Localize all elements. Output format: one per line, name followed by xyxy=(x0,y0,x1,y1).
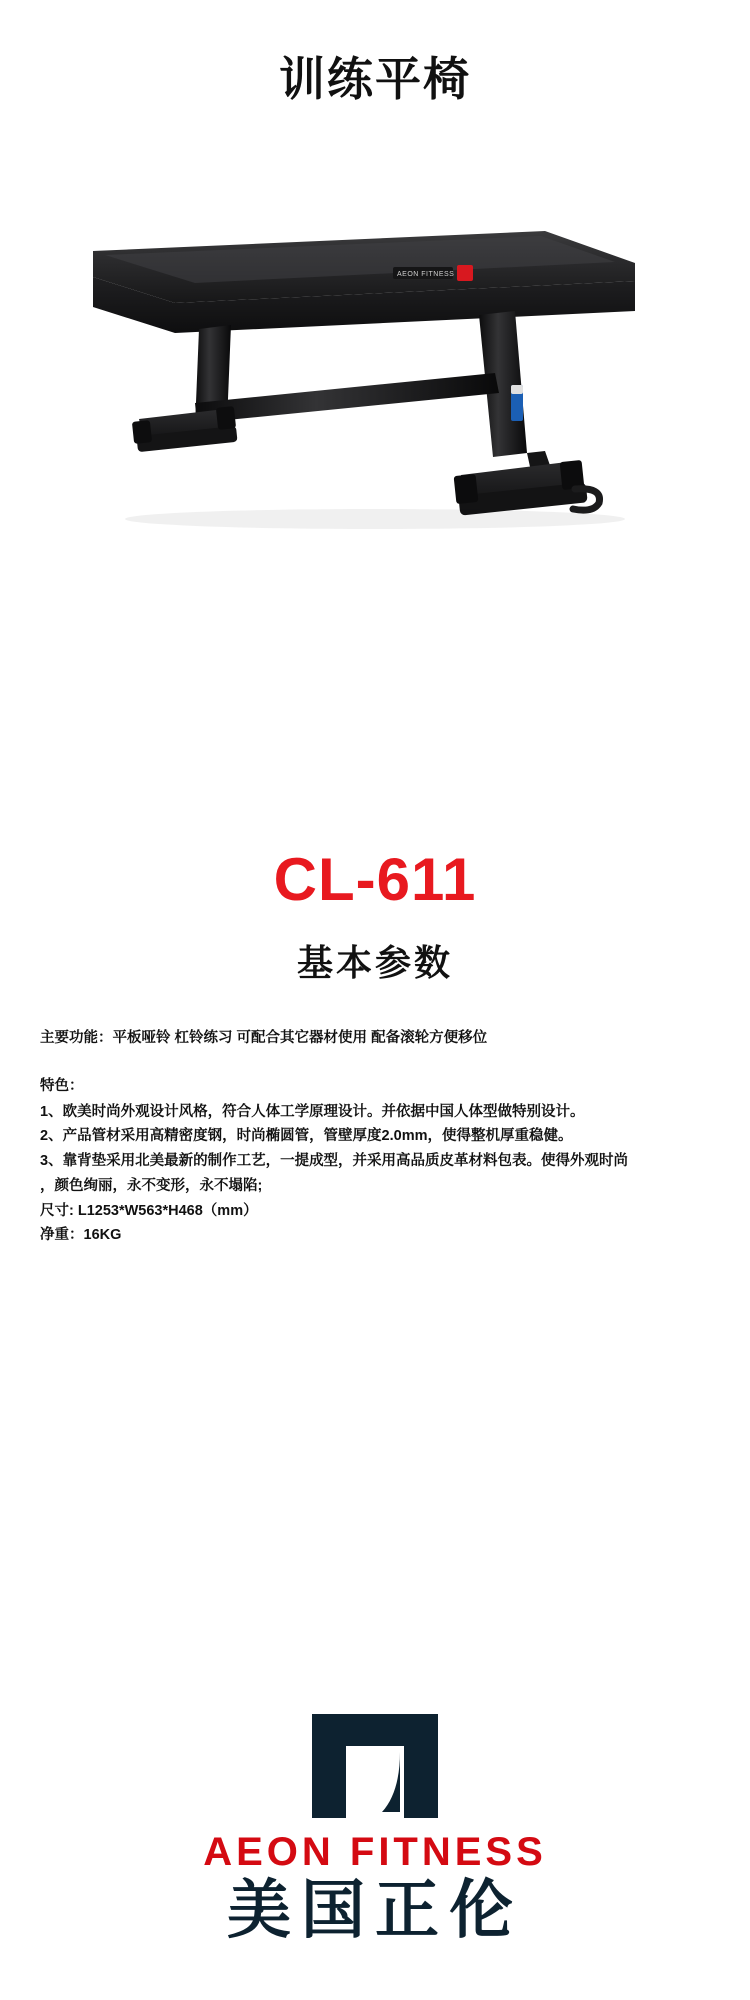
feature-line: 1、欧美时尚外观设计风格，符合人体工学原理设计。并依据中国人体型做特别设计。 xyxy=(40,1103,585,1120)
brand-name-en: AEON FITNESS xyxy=(203,1830,547,1874)
product-image-container xyxy=(0,207,750,727)
brand-footer xyxy=(0,1700,750,2000)
feature-line: ，颜色绚丽，永不变形，永不塌陷; xyxy=(40,1177,263,1194)
net-weight-text: 净重：16KG xyxy=(40,1227,122,1244)
spec-section-heading: 基本参数 xyxy=(296,942,453,984)
features-label: 特色： xyxy=(40,1077,84,1094)
main-function-text: 主要功能：平板哑铃 杠铃练习 可配合其它器材使用 配备滚轮方便移位 xyxy=(40,1030,488,1047)
specification-block xyxy=(40,1028,712,1247)
flat-bench-illustration xyxy=(75,207,675,547)
feature-line: 3、靠背垫采用北美最新的制作工艺，一提成型，并采用高品质皮革材料包表。使得外观时尚 xyxy=(40,1153,629,1170)
model-code: CL-611 xyxy=(273,846,477,914)
aeon-logo-icon xyxy=(300,1706,450,1826)
page-title: 训练平椅 xyxy=(279,53,471,105)
dimension-text: 尺寸: L1253*W563*H468（mm） xyxy=(40,1202,258,1219)
brand-name-cn: 美国正伦 xyxy=(227,1874,523,1946)
svg-text:AEON FITNESS: AEON FITNESS xyxy=(397,271,455,279)
feature-line: 2、产品管材采用高精密度钢，时尚椭圆管，管壁厚度2.0mm，使得整机厚重稳健。 xyxy=(40,1128,573,1145)
